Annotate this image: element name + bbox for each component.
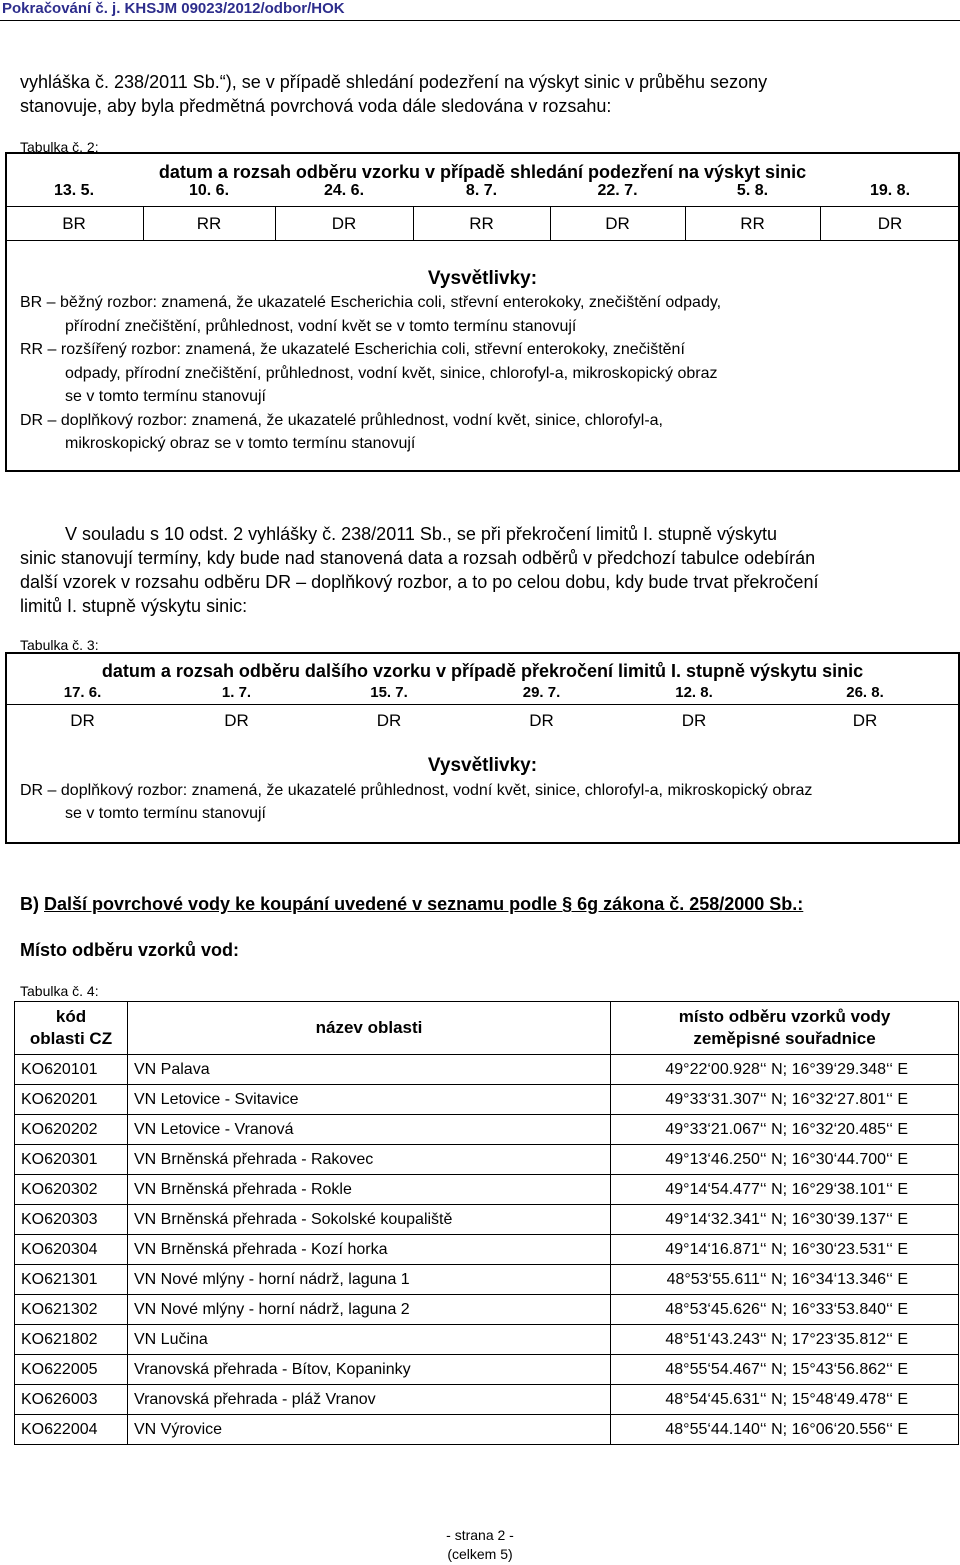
cell-code: KO620302 bbox=[15, 1175, 128, 1205]
cell-code: KO621301 bbox=[15, 1265, 128, 1295]
col-header-place bbox=[611, 1002, 959, 1055]
cell-name: VN Nové mlýny - horní nádrž, laguna 1 bbox=[128, 1265, 611, 1295]
table2-code: BR bbox=[62, 214, 86, 233]
cell-code: KO620202 bbox=[15, 1115, 128, 1145]
legend-rr-cont2: se v tomto termínu stanovují bbox=[65, 388, 266, 405]
table3-code: DR bbox=[852, 711, 878, 730]
legend3-dr-cont: se v tomto termínu stanovují bbox=[65, 805, 266, 822]
legend3-dr: DR – doplňkový rozbor: znamená, že ukazatelé průhlednost, vodní květ, sinice, chlorofyl-a, mikroskopický obraz bbox=[20, 782, 813, 799]
cell-code: KO620304 bbox=[15, 1235, 128, 1265]
col-header-place-line2: zeměpisné souřadnice bbox=[693, 1029, 876, 1048]
cell-name: VN Brněnská přehrada - Rakovec bbox=[128, 1145, 611, 1175]
table-row bbox=[15, 1235, 959, 1265]
cell-code: KO621802 bbox=[15, 1325, 128, 1355]
cell-name: VN Brněnská přehrada - Sokolské koupaliště bbox=[128, 1205, 611, 1235]
table3-title: datum a rozsah odběru dalšího vzorku v případě překročení limitů I. stupně výskytu sinic bbox=[101, 661, 864, 681]
table-row bbox=[15, 1145, 959, 1175]
table4-header-row bbox=[15, 1002, 959, 1055]
table3-code: DR bbox=[681, 711, 707, 730]
legend-dr-cont: mikroskopický obraz se v tomto termínu stanovují bbox=[65, 435, 416, 452]
table2-date: 22. 7. bbox=[597, 182, 638, 199]
col-header-code bbox=[15, 1002, 128, 1055]
legend-rr: RR – rozšířený rozbor: znamená, že ukazatelé Escherichia coli, střevní enterokoky, znečištění bbox=[20, 341, 685, 358]
cell-name: VN Palava bbox=[128, 1055, 611, 1085]
table2-divider bbox=[413, 206, 414, 240]
table4-caption: Tabulka č. 4: bbox=[20, 983, 99, 999]
footer-page: - strana 2 - bbox=[446, 1527, 514, 1543]
table4 bbox=[14, 1001, 959, 1445]
cell-coordinates: 49°14‘32.341‘‘ N; 16°30‘39.137‘‘ E bbox=[611, 1205, 959, 1235]
table2-code: DR bbox=[605, 214, 630, 233]
section-b-title: Další povrchové vody ke koupání uvedené v seznamu podle § 6g zákona č. 258/2000 Sb.: bbox=[44, 894, 804, 914]
cell-coordinates: 49°33‘31.307‘‘ N; 16°32‘27.801‘‘ E bbox=[611, 1085, 959, 1115]
cell-code: KO620301 bbox=[15, 1145, 128, 1175]
section-b-subtitle: Místo odběru vzorků vod: bbox=[20, 940, 240, 960]
table3-date: 17. 6. bbox=[63, 684, 102, 701]
table2-divider bbox=[820, 206, 821, 240]
header-reference: Pokračování č. j. KHSJM 09023/2012/odbor/HOK bbox=[2, 0, 345, 17]
section-b-heading bbox=[20, 892, 803, 916]
table2-divider bbox=[550, 206, 551, 240]
table2-date: 13. 5. bbox=[53, 182, 95, 199]
page-header bbox=[0, 0, 960, 21]
para-line-4: limitů I. stupně výskytu sinic: bbox=[20, 596, 248, 616]
table-row bbox=[15, 1085, 959, 1115]
table-row bbox=[15, 1115, 959, 1145]
table3-date: 26. 8. bbox=[846, 684, 884, 701]
table-row bbox=[15, 1055, 959, 1085]
cell-coordinates: 49°13‘46.250‘‘ N; 16°30‘44.700‘‘ E bbox=[611, 1145, 959, 1175]
table-row bbox=[15, 1325, 959, 1355]
table-row bbox=[15, 1205, 959, 1235]
cell-coordinates: 48°54‘45.631‘‘ N; 15°48‘49.478‘‘ E bbox=[611, 1385, 959, 1415]
cell-code: KO620201 bbox=[15, 1085, 128, 1115]
col-header-code-line2: oblasti CZ bbox=[29, 1029, 113, 1048]
col-header-name: název oblasti bbox=[128, 1002, 611, 1055]
table3-code: DR bbox=[70, 711, 95, 730]
cell-name: VN Brněnská přehrada - Kozí horka bbox=[128, 1235, 611, 1265]
table2-code: RR bbox=[469, 214, 494, 233]
cell-coordinates: 49°33‘21.067‘‘ N; 16°32‘20.485‘‘ E bbox=[611, 1115, 959, 1145]
cell-coordinates: 49°22‘00.928‘‘ N; 16°39‘29.348‘‘ E bbox=[611, 1055, 959, 1085]
cell-code: KO621302 bbox=[15, 1295, 128, 1325]
table2-date: 19. 8. bbox=[869, 182, 911, 199]
cell-name: Vranovská přehrada - pláž Vranov bbox=[128, 1385, 611, 1415]
table2-divider bbox=[143, 206, 144, 240]
cell-code: KO622005 bbox=[15, 1355, 128, 1385]
legend-rr-cont: odpady, přírodní znečištění, průhlednost, vodní květ, sinice, chlorofyl-a, mikroskopický obraz bbox=[65, 365, 718, 382]
table3-date: 12. 8. bbox=[675, 684, 713, 701]
para-line-2: sinic stanovují termíny, kdy bude nad stanovená data a rozsah odběrů v předchozí tabulce odebírán bbox=[20, 548, 816, 568]
table2-code: RR bbox=[740, 214, 765, 233]
cell-code: KO620101 bbox=[15, 1055, 128, 1085]
table3-date: 29. 7. bbox=[522, 684, 561, 701]
cell-coordinates: 48°53‘55.611‘‘ N; 16°34‘13.346‘‘ E bbox=[611, 1265, 959, 1295]
table2-code: RR bbox=[196, 214, 222, 233]
table3-code: DR bbox=[376, 711, 402, 730]
cell-code: KO620303 bbox=[15, 1205, 128, 1235]
table2-title: datum a rozsah odběru vzorku v případě shledání podezření na výskyt sinic bbox=[158, 162, 807, 182]
cell-coordinates: 49°14‘54.477‘‘ N; 16°29‘38.101‘‘ E bbox=[611, 1175, 959, 1205]
cell-coordinates: 49°14‘16.871‘‘ N; 16°30‘23.531‘‘ E bbox=[611, 1235, 959, 1265]
cell-name: VN Letovice - Vranová bbox=[128, 1115, 611, 1145]
legend-br-cont: přírodní znečištění, průhlednost, vodní květ se v tomto termínu stanovují bbox=[65, 318, 577, 335]
table-row bbox=[15, 1385, 959, 1415]
table2-code: DR bbox=[877, 214, 903, 233]
table3-date: 1. 7. bbox=[221, 684, 252, 701]
legend-br: BR – běžný rozbor: znamená, že ukazatelé Escherichia coli, střevní enterokoky, znečištění odpady, bbox=[20, 294, 722, 311]
intro-line-2: stanovuje, aby byla předmětná povrchová voda dále sledována v rozsahu: bbox=[20, 96, 612, 116]
cell-name: VN Nové mlýny - horní nádrž, laguna 2 bbox=[128, 1295, 611, 1325]
footer-total: (celkem 5) bbox=[447, 1546, 513, 1562]
para-line-3: další vzorek v rozsahu odběru DR – doplňkový rozbor, a to po celou dobu, kdy bude trvat překročení bbox=[20, 572, 819, 592]
cell-coordinates: 48°51‘43.243‘‘ N; 17°23‘35.812‘‘ E bbox=[611, 1325, 959, 1355]
table3-caption: Tabulka č. 3: bbox=[20, 637, 99, 653]
col-header-place-line1: místo odběru vzorků vody bbox=[678, 1007, 891, 1026]
cell-name: VN Letovice - Svitavice bbox=[128, 1085, 611, 1115]
table2-caption: Tabulka č. 2: bbox=[20, 139, 99, 155]
table2-date: 10. 6. bbox=[188, 182, 230, 199]
para-line-1: V souladu s 10 odst. 2 vyhlášky č. 238/2011 Sb., se při překročení limitů I. stupně výskytu bbox=[65, 524, 778, 544]
legend-dr: DR – doplňkový rozbor: znamená, že ukazatelé průhlednost, vodní květ, sinice, chlorofyl-a, bbox=[20, 412, 663, 429]
table-row bbox=[15, 1175, 959, 1205]
table2-divider bbox=[685, 206, 686, 240]
cell-name: Vranovská přehrada - Bítov, Kopaninky bbox=[128, 1355, 611, 1385]
cell-name: VN Výrovice bbox=[128, 1415, 611, 1445]
cell-code: KO622004 bbox=[15, 1415, 128, 1445]
table3-date: 15. 7. bbox=[370, 684, 408, 701]
table3-code: DR bbox=[224, 711, 249, 730]
table3-legend-title: Vysvětlivky: bbox=[427, 755, 538, 776]
cell-name: VN Brněnská přehrada - Rokle bbox=[128, 1175, 611, 1205]
cell-name: VN Lučina bbox=[128, 1325, 611, 1355]
cell-coordinates: 48°55‘54.467‘‘ N; 15°43‘56.862‘‘ E bbox=[611, 1355, 959, 1385]
table-row bbox=[15, 1265, 959, 1295]
table3-code: DR bbox=[529, 711, 554, 730]
cell-coordinates: 48°55‘44.140‘‘ N; 16°06‘20.556‘‘ E bbox=[611, 1415, 959, 1445]
cell-coordinates: 48°53‘45.626‘‘ N; 16°33‘53.840‘‘ E bbox=[611, 1295, 959, 1325]
table-row bbox=[15, 1415, 959, 1445]
section-b-prefix: B) bbox=[20, 894, 44, 914]
table2-code: DR bbox=[331, 214, 357, 233]
table2-divider bbox=[275, 206, 276, 240]
table-row bbox=[15, 1295, 959, 1325]
table2-date: 5. 8. bbox=[736, 182, 769, 199]
cell-code: KO626003 bbox=[15, 1385, 128, 1415]
table2-legend-title: Vysvětlivky: bbox=[427, 268, 538, 289]
table2-date: 24. 6. bbox=[323, 182, 365, 199]
table2-date: 8. 7. bbox=[465, 182, 498, 199]
table-row bbox=[15, 1355, 959, 1385]
col-header-code-line1: kód bbox=[55, 1007, 87, 1026]
intro-line-1: vyhláška č. 238/2011 Sb.“), se v případě shledání podezření na výskyt sinic v průběhu sezony bbox=[20, 72, 768, 92]
